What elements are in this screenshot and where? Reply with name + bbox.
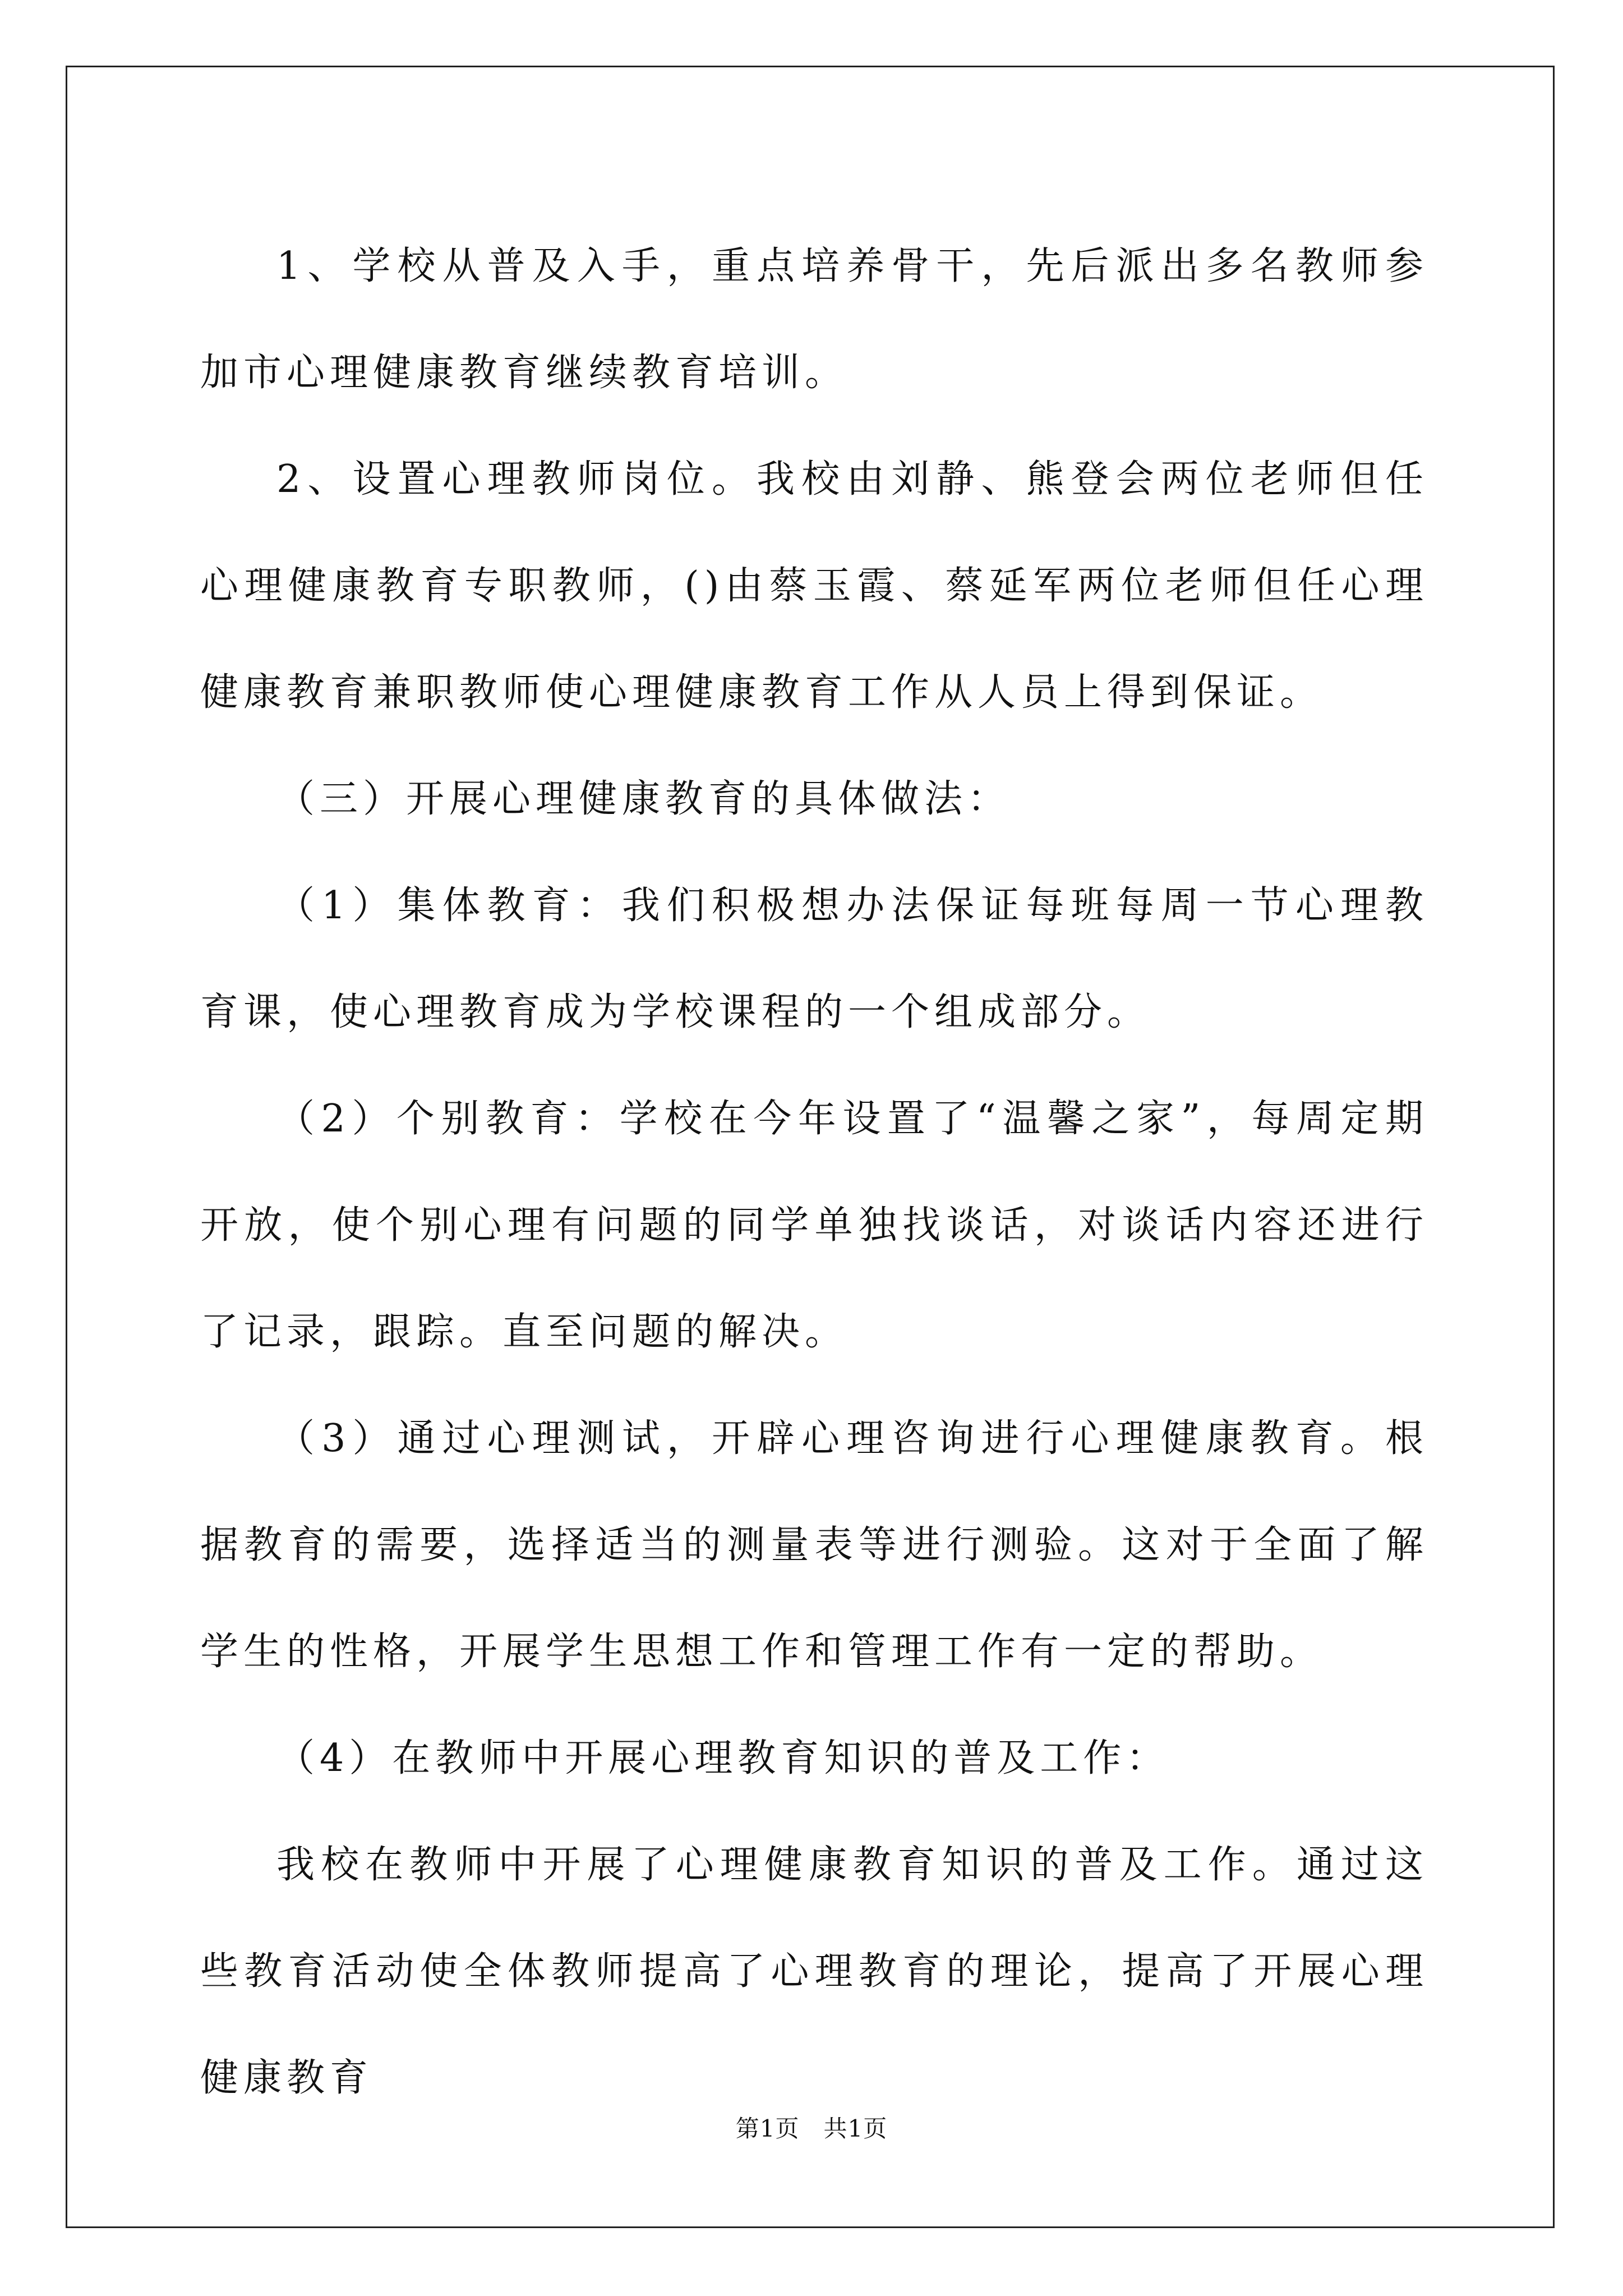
paragraph-7: （4）在教师中开展心理教育知识的普及工作： (276, 1736, 1170, 1780)
paragraph-1: 1、学校从普及入手，重点培养骨干，先后派出多名教师参加市心理健康教育继续教育培训。 (200, 244, 1428, 395)
paragraph-5: （2）个别教育：学校在今年设置了“温馨之家”，每周定期开放，使个别心理有问题的同学单独找谈话，对谈话内容还进行了记录，跟踪。直至问题的解决。 (200, 1097, 1428, 1354)
paragraph-3: （三）开展心理健康教育的具体做法： (276, 777, 1011, 821)
paragraph-8: 我校在教师中开展了心理健康教育知识的普及工作。通过这些教育活动使全体教师提高了心理教育的理论，提高了开展心理健康教育 (200, 1843, 1428, 2100)
paragraph-4: （1）集体教育：我们积极想办法保证每班每周一节心理教育课，使心理教育成为学校课程的一个组成部分。 (200, 884, 1428, 1034)
document-body (200, 213, 1428, 2132)
paragraph-2: 2、设置心理教师岗位。我校由刘静、熊登会两位老师但任心理健康教育专职教师，()由蔡玉霞、蔡延军两位老师但任心理健康教育兼职教师使心理健康教育工作从人员上得到保证。 (200, 457, 1428, 715)
page-footer: 第1页 共1页 (735, 2115, 888, 2142)
paragraph-6: （3）通过心理测试，开辟心理咨询进行心理健康教育。根据教育的需要，选择适当的测量表等进行测验。这对于全面了解学生的性格，开展学生思想工作和管理工作有一定的帮助。 (200, 1416, 1428, 1674)
